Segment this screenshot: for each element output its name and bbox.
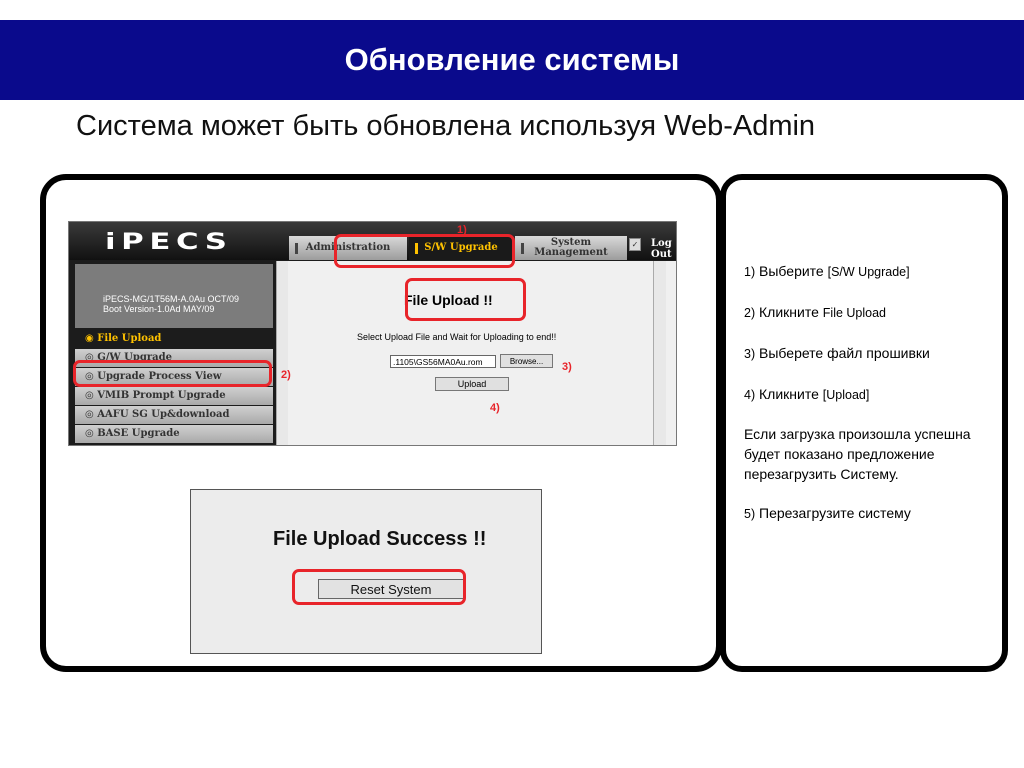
step-2: 2) Кликните File Upload [744,304,887,320]
file-upload-title: File Upload !! [404,292,493,308]
browse-button[interactable]: Browse... [500,354,553,368]
upload-success-title: File Upload Success !! [273,528,487,550]
tab-administration[interactable]: Administration [289,236,407,260]
menu-item-gw-upgrade[interactable]: ◎ G/W Upgrade [75,349,273,367]
annotation-1: 1) [457,224,467,236]
menu-item-aafu-sg[interactable]: ◎ AAFU SG Up&download [75,406,273,424]
menu-item-vmib-prompt-upgrade[interactable]: ◎ VMIB Prompt Upgrade [75,387,273,405]
menu-item-file-upload[interactable]: ◉ File Upload [75,330,273,348]
file-path-input[interactable]: .1105\GS56MA0Au.rom [390,355,496,368]
slide-subtitle: Система может быть обновлена используя Web-Admin [76,110,816,142]
step-3: 3) Выберете файл прошивки [744,345,930,361]
tab-system-management[interactable]: System Management [515,236,627,260]
instruction-steps [744,262,984,523]
logout-link[interactable]: Log Out [651,238,672,260]
menu-item-upgrade-process-view[interactable]: ◎ Upgrade Process View [75,368,273,386]
highlight-sw-upgrade-tab [334,234,515,268]
highlight-menu-item [73,360,272,387]
tab-grip-icon [295,243,298,254]
ipecs-logo: iPECS [105,230,233,255]
sidebar-scrollbar[interactable] [276,261,288,445]
upload-button[interactable]: Upload [435,377,509,391]
upload-instruction: Select Upload File and Wait for Uploading to end!! [357,332,557,342]
webadmin-sidebar [69,260,274,445]
tab-grip-icon [521,243,524,254]
tab-sw-upgrade[interactable]: S/W Upgrade [409,236,513,260]
reset-system-button[interactable]: Reset System [318,579,464,599]
step-5: 5) Перезагрузите систему [744,505,911,521]
menu-item-base-upgrade[interactable]: ◎ BASE Upgrade [75,425,273,443]
highlight-file-upload-title [405,278,526,321]
step-4: 4) Кликните [Upload] [744,386,870,402]
annotation-4: 4) [490,402,500,414]
system-info: iPECS-MG/1T56M-A.0Au OCT/09 Boot Version-1.0Ad MAY/09 [75,264,273,328]
highlight-reset-button [292,569,466,605]
annotation-3: 3) [562,361,572,373]
step-1: 1) Выберите [S/W Upgrade] [744,263,910,279]
slide-title: Обновление системы [344,42,680,77]
slide-title-banner [0,20,1024,100]
logout-icon[interactable]: ✓ [629,238,641,251]
annotation-2: 2) [281,369,291,381]
content-scrollbar[interactable] [653,261,666,445]
success-note: Если загрузка произошла успешна будет показано предложение перезагрузить Систему. [744,426,971,482]
